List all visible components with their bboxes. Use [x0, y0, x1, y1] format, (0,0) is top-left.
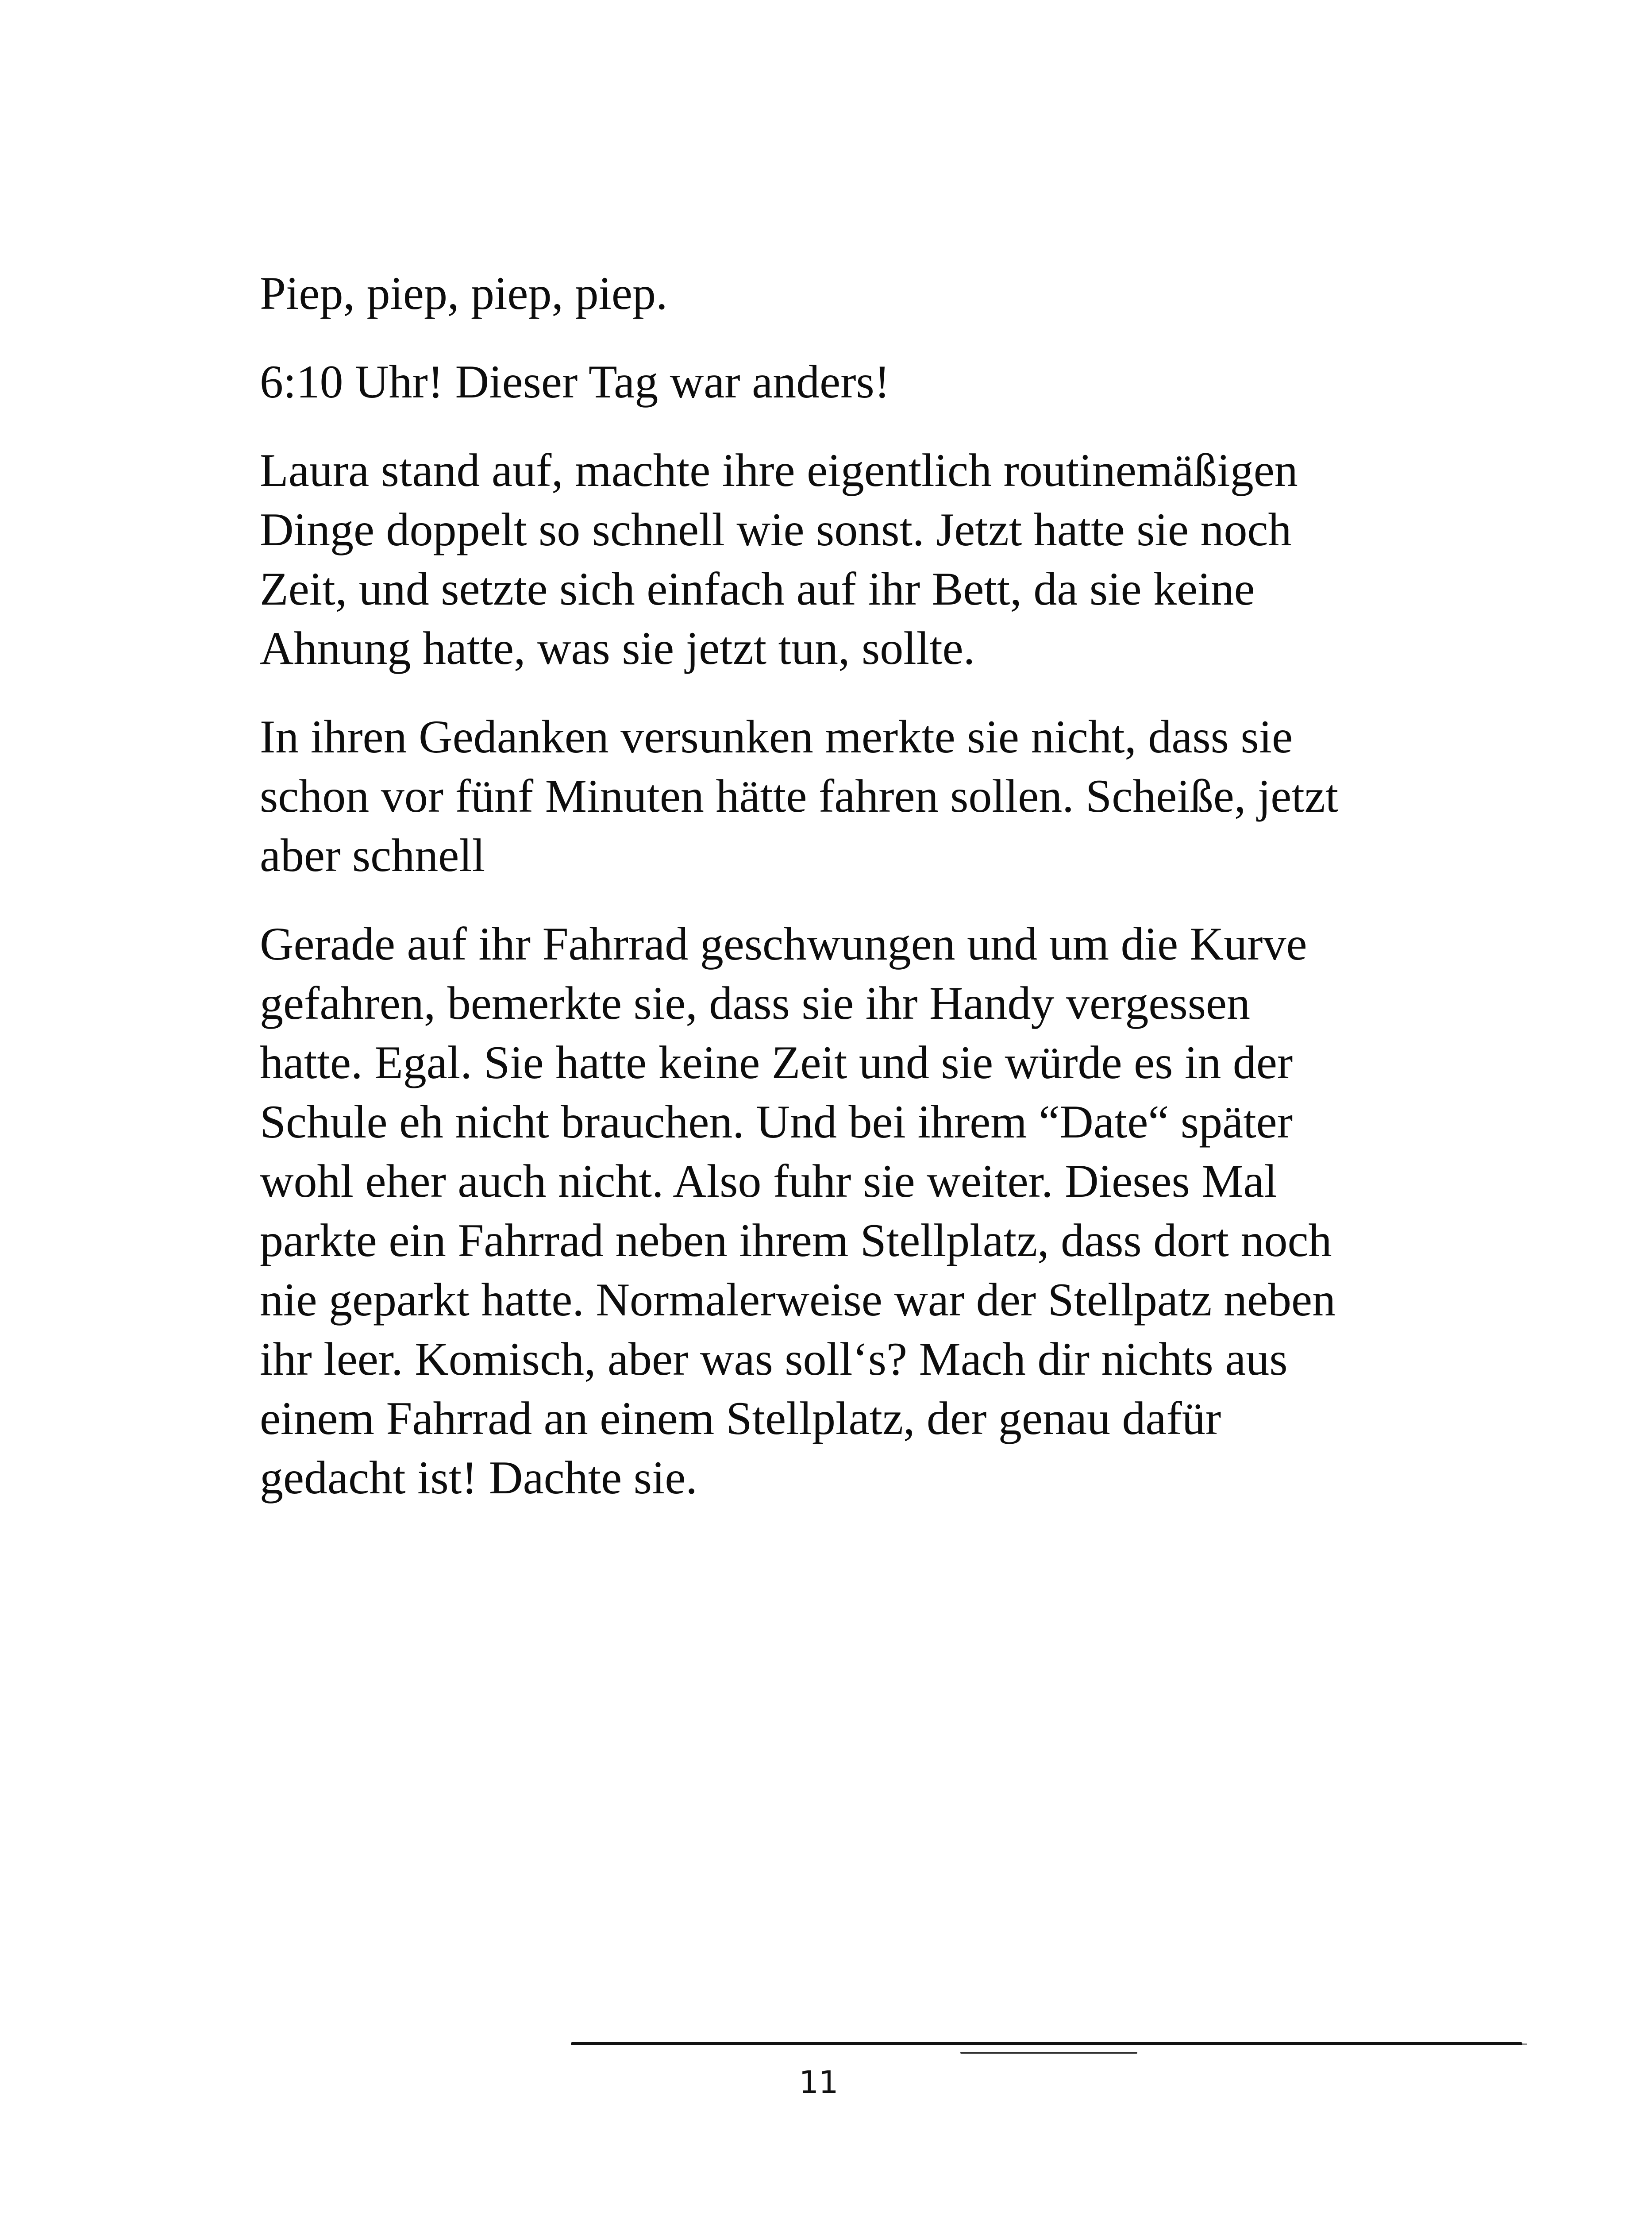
text-line: Dinge doppelt so schnell wie sonst. Jetzt hatte sie noch — [260, 504, 1292, 555]
text-line: einem Fahrrad an einem Stellplatz, der genau dafür — [260, 1392, 1221, 1444]
text-line: Zeit, und setzte sich einfach auf ihr Bett, da sie keine — [260, 563, 1255, 615]
page-number: 11 — [799, 2064, 839, 2101]
footer-rule-sub — [960, 2052, 1137, 2054]
text-line: Laura stand auf, machte ihre eigentlich routinemäßigen — [260, 444, 1298, 496]
text-line: hatte. Egal. Sie hatte keine Zeit und sie würde es in der — [260, 1037, 1293, 1088]
text-line: ihr leer. Komisch, aber was soll‘s? Mach dir nichts aus — [260, 1333, 1288, 1385]
text-line: Piep, piep, piep, piep. — [260, 267, 668, 319]
document-body — [260, 264, 1393, 1537]
text-line: nie geparkt hatte. Normalerweise war der Stellpatz neben — [260, 1274, 1336, 1326]
paragraph-3 — [260, 441, 1393, 678]
paragraph-4 — [260, 707, 1393, 885]
text-line: gedacht ist! Dachte sie. — [260, 1452, 697, 1504]
footer-rule — [571, 2042, 1522, 2045]
text-line: gefahren, bemerkte sie, dass sie ihr Handy vergessen — [260, 977, 1251, 1029]
text-line: schon vor fünf Minuten hätte fahren sollen. Scheiße, jetzt — [260, 770, 1339, 822]
text-line: Ahnung hatte, was sie jetzt tun, sollte. — [260, 622, 975, 674]
text-line: Gerade auf ihr Fahrrad geschwungen und um die Kurve — [260, 918, 1307, 970]
text-line: Schule eh nicht brauchen. Und bei ihrem “Date“ später — [260, 1096, 1293, 1148]
text-line: aber schnell — [260, 829, 485, 881]
paragraph-5 — [260, 914, 1393, 1507]
paragraph-2 — [260, 352, 1393, 412]
text-line: wohl eher auch nicht. Also fuhr sie weiter. Dieses Mal — [260, 1155, 1278, 1207]
text-line: In ihren Gedanken versunken merkte sie nicht, dass sie — [260, 711, 1293, 763]
text-line: parkte ein Fahrrad neben ihrem Stellplatz, dass dort noch — [260, 1214, 1332, 1266]
text-line: 6:10 Uhr! Dieser Tag war anders! — [260, 356, 890, 408]
paragraph-1 — [260, 264, 1393, 323]
